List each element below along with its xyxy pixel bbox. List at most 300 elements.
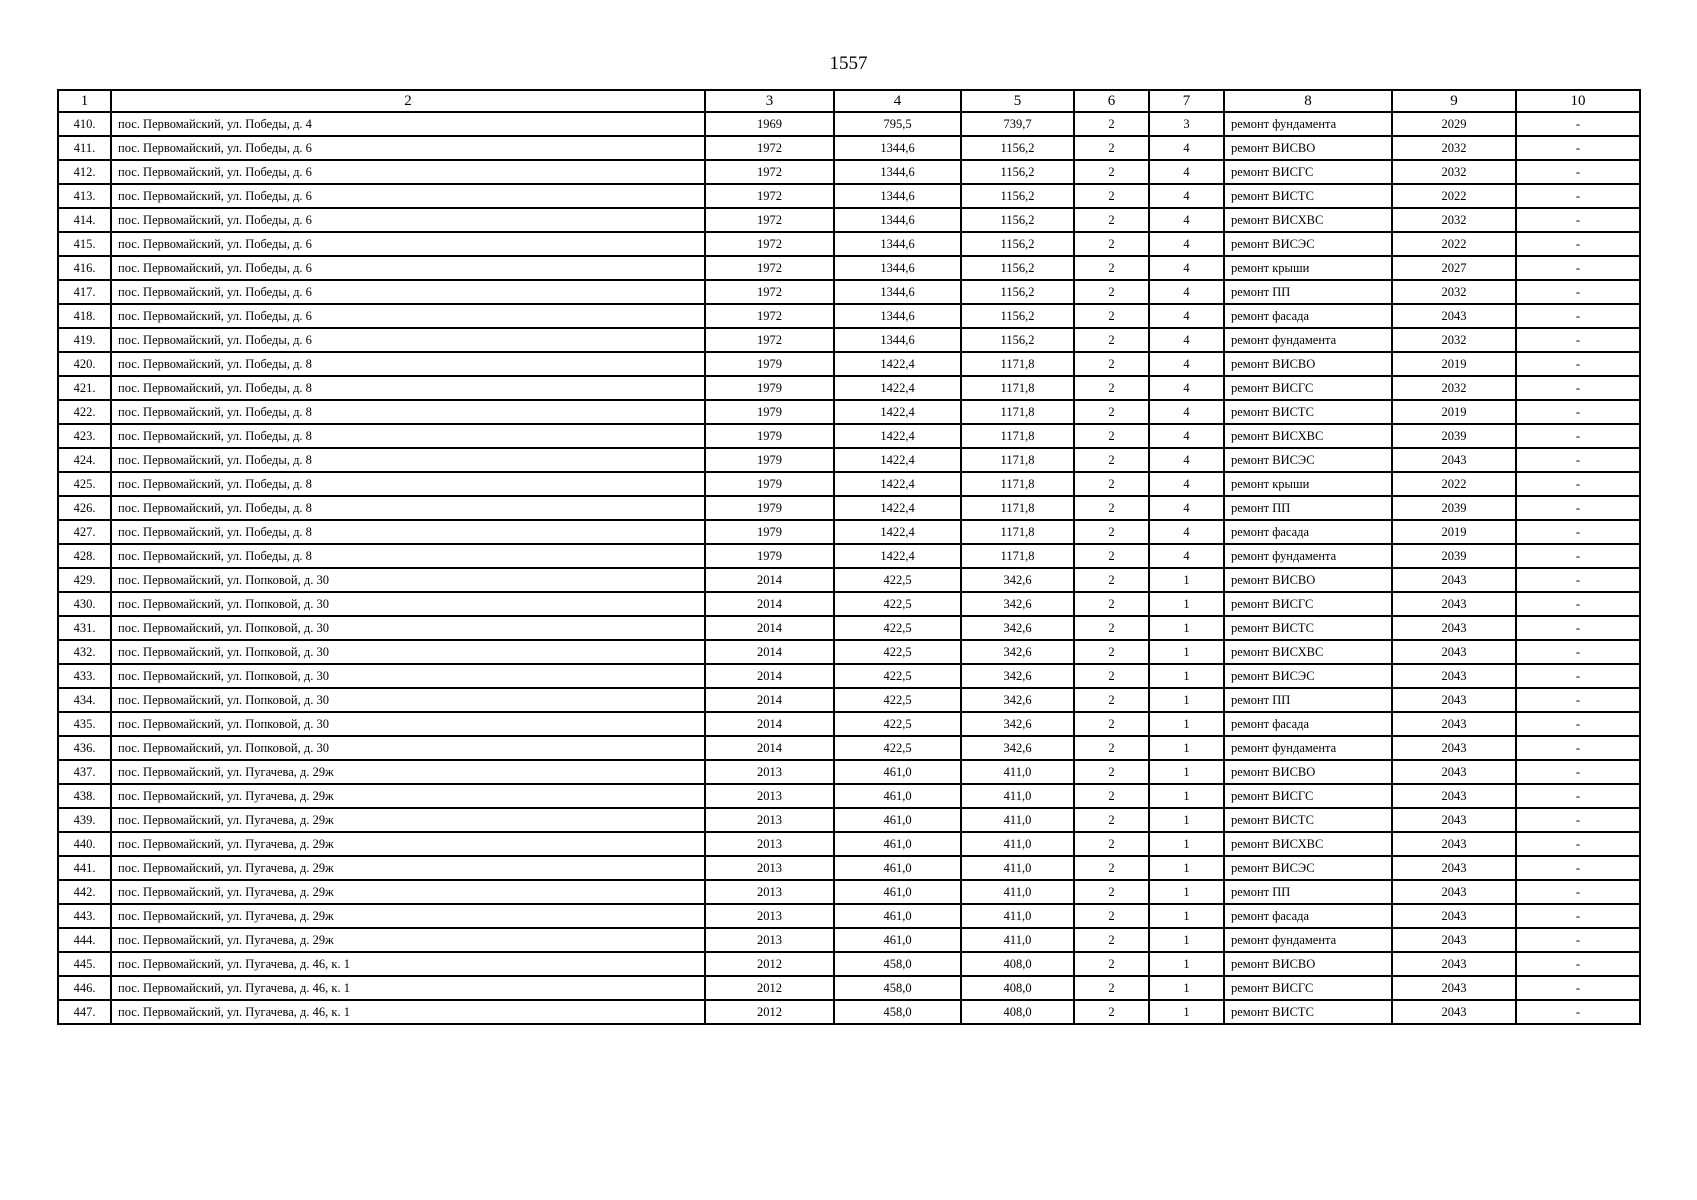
col-6-cell: 2 (1074, 856, 1149, 880)
address-cell: пос. Первомайский, ул. Победы, д. 6 (111, 208, 705, 232)
address-cell: пос. Первомайский, ул. Попковой, д. 30 (111, 616, 705, 640)
col-10-cell: - (1516, 616, 1640, 640)
total-area-cell: 795,5 (834, 112, 961, 136)
total-area-cell: 1344,6 (834, 256, 961, 280)
work-type-cell: ремонт ПП (1224, 880, 1392, 904)
table-row (58, 160, 1640, 184)
col-7-cell: 4 (1149, 184, 1224, 208)
plan-year-cell: 2022 (1392, 184, 1516, 208)
row-number-cell: 443. (58, 904, 111, 928)
living-area-cell: 408,0 (961, 952, 1074, 976)
work-type-cell: ремонт фасада (1224, 904, 1392, 928)
column-header: 10 (1516, 90, 1640, 112)
work-type-cell: ремонт ВИСВО (1224, 568, 1392, 592)
year-cell: 1979 (705, 400, 834, 424)
total-area-cell: 461,0 (834, 880, 961, 904)
col-7-cell: 1 (1149, 736, 1224, 760)
address-cell: пос. Первомайский, ул. Победы, д. 6 (111, 328, 705, 352)
col-6-cell: 2 (1074, 160, 1149, 184)
col-10-cell: - (1516, 448, 1640, 472)
address-cell: пос. Первомайский, ул. Победы, д. 8 (111, 544, 705, 568)
row-number-cell: 427. (58, 520, 111, 544)
address-cell: пос. Первомайский, ул. Пугачева, д. 29ж (111, 784, 705, 808)
col-6-cell: 2 (1074, 496, 1149, 520)
address-cell: пос. Первомайский, ул. Пугачева, д. 29ж (111, 808, 705, 832)
living-area-cell: 1171,8 (961, 400, 1074, 424)
living-area-cell: 1171,8 (961, 544, 1074, 568)
plan-year-cell: 2039 (1392, 496, 1516, 520)
row-number-cell: 437. (58, 760, 111, 784)
col-6-cell: 2 (1074, 304, 1149, 328)
year-cell: 1972 (705, 256, 834, 280)
plan-year-cell: 2027 (1392, 256, 1516, 280)
table-row (58, 880, 1640, 904)
col-6-cell: 2 (1074, 208, 1149, 232)
total-area-cell: 1344,6 (834, 328, 961, 352)
address-cell: пос. Первомайский, ул. Победы, д. 8 (111, 424, 705, 448)
address-cell: пос. Первомайский, ул. Победы, д. 6 (111, 184, 705, 208)
plan-year-cell: 2043 (1392, 880, 1516, 904)
total-area-cell: 1344,6 (834, 232, 961, 256)
table-row (58, 976, 1640, 1000)
total-area-cell: 1344,6 (834, 304, 961, 328)
table-row (58, 808, 1640, 832)
address-cell: пос. Первомайский, ул. Победы, д. 8 (111, 472, 705, 496)
year-cell: 1979 (705, 496, 834, 520)
col-10-cell: - (1516, 856, 1640, 880)
work-type-cell: ремонт ВИСХВС (1224, 424, 1392, 448)
total-area-cell: 422,5 (834, 712, 961, 736)
col-7-cell: 1 (1149, 880, 1224, 904)
living-area-cell: 1171,8 (961, 352, 1074, 376)
address-cell: пос. Первомайский, ул. Победы, д. 6 (111, 256, 705, 280)
address-cell: пос. Первомайский, ул. Победы, д. 4 (111, 112, 705, 136)
plan-year-cell: 2043 (1392, 904, 1516, 928)
table-row (58, 424, 1640, 448)
living-area-cell: 342,6 (961, 688, 1074, 712)
col-10-cell: - (1516, 256, 1640, 280)
col-10-cell: - (1516, 592, 1640, 616)
col-10-cell: - (1516, 232, 1640, 256)
col-10-cell: - (1516, 112, 1640, 136)
work-type-cell: ремонт ВИСГС (1224, 784, 1392, 808)
total-area-cell: 1422,4 (834, 448, 961, 472)
row-number-cell: 412. (58, 160, 111, 184)
col-6-cell: 2 (1074, 688, 1149, 712)
col-7-cell: 4 (1149, 136, 1224, 160)
col-6-cell: 2 (1074, 976, 1149, 1000)
work-type-cell: ремонт ВИСТС (1224, 616, 1392, 640)
col-7-cell: 1 (1149, 928, 1224, 952)
col-10-cell: - (1516, 904, 1640, 928)
work-type-cell: ремонт ВИСГС (1224, 976, 1392, 1000)
row-number-cell: 445. (58, 952, 111, 976)
col-6-cell: 2 (1074, 928, 1149, 952)
row-number-cell: 435. (58, 712, 111, 736)
total-area-cell: 458,0 (834, 1000, 961, 1024)
year-cell: 2014 (705, 712, 834, 736)
table-row (58, 784, 1640, 808)
address-cell: пос. Первомайский, ул. Попковой, д. 30 (111, 664, 705, 688)
table-row (58, 256, 1640, 280)
work-type-cell: ремонт ПП (1224, 280, 1392, 304)
work-type-cell: ремонт ВИСТС (1224, 1000, 1392, 1024)
address-cell: пос. Первомайский, ул. Победы, д. 8 (111, 496, 705, 520)
row-number-cell: 436. (58, 736, 111, 760)
col-10-cell: - (1516, 688, 1640, 712)
total-area-cell: 461,0 (834, 808, 961, 832)
living-area-cell: 408,0 (961, 976, 1074, 1000)
work-type-cell: ремонт ВИСХВС (1224, 640, 1392, 664)
column-number-row (58, 90, 1640, 112)
work-type-cell: ремонт фундамента (1224, 928, 1392, 952)
work-type-cell: ремонт фундамента (1224, 736, 1392, 760)
plan-year-cell: 2019 (1392, 400, 1516, 424)
col-6-cell: 2 (1074, 352, 1149, 376)
address-cell: пос. Первомайский, ул. Победы, д. 6 (111, 160, 705, 184)
work-type-cell: ремонт ВИСГС (1224, 592, 1392, 616)
col-6-cell: 2 (1074, 832, 1149, 856)
work-type-cell: ремонт ПП (1224, 496, 1392, 520)
total-area-cell: 422,5 (834, 592, 961, 616)
year-cell: 2014 (705, 688, 834, 712)
work-type-cell: ремонт крыши (1224, 256, 1392, 280)
work-type-cell: ремонт ВИСЭС (1224, 664, 1392, 688)
col-7-cell: 4 (1149, 256, 1224, 280)
work-type-cell: ремонт фасада (1224, 712, 1392, 736)
living-area-cell: 1156,2 (961, 328, 1074, 352)
col-7-cell: 1 (1149, 904, 1224, 928)
living-area-cell: 1171,8 (961, 448, 1074, 472)
col-10-cell: - (1516, 784, 1640, 808)
plan-year-cell: 2043 (1392, 856, 1516, 880)
table-row (58, 568, 1640, 592)
address-cell: пос. Первомайский, ул. Пугачева, д. 29ж (111, 856, 705, 880)
col-10-cell: - (1516, 808, 1640, 832)
col-7-cell: 3 (1149, 112, 1224, 136)
work-type-cell: ремонт ПП (1224, 688, 1392, 712)
living-area-cell: 342,6 (961, 616, 1074, 640)
address-cell: пос. Первомайский, ул. Попковой, д. 30 (111, 736, 705, 760)
living-area-cell: 1156,2 (961, 208, 1074, 232)
living-area-cell: 342,6 (961, 736, 1074, 760)
plan-year-cell: 2043 (1392, 592, 1516, 616)
plan-year-cell: 2043 (1392, 664, 1516, 688)
col-10-cell: - (1516, 760, 1640, 784)
col-6-cell: 2 (1074, 904, 1149, 928)
address-cell: пос. Первомайский, ул. Попковой, д. 30 (111, 640, 705, 664)
year-cell: 2013 (705, 760, 834, 784)
total-area-cell: 1422,4 (834, 424, 961, 448)
row-number-cell: 422. (58, 400, 111, 424)
col-7-cell: 4 (1149, 352, 1224, 376)
repair-schedule-table (57, 89, 1641, 1025)
col-6-cell: 2 (1074, 1000, 1149, 1024)
table-row (58, 472, 1640, 496)
living-area-cell: 411,0 (961, 904, 1074, 928)
table-row (58, 280, 1640, 304)
total-area-cell: 422,5 (834, 736, 961, 760)
row-number-cell: 447. (58, 1000, 111, 1024)
year-cell: 2013 (705, 832, 834, 856)
col-6-cell: 2 (1074, 568, 1149, 592)
table-row (58, 592, 1640, 616)
total-area-cell: 461,0 (834, 832, 961, 856)
row-number-cell: 425. (58, 472, 111, 496)
plan-year-cell: 2043 (1392, 712, 1516, 736)
col-10-cell: - (1516, 328, 1640, 352)
table-row (58, 664, 1640, 688)
row-number-cell: 410. (58, 112, 111, 136)
living-area-cell: 1156,2 (961, 232, 1074, 256)
col-6-cell: 2 (1074, 952, 1149, 976)
table-row (58, 496, 1640, 520)
year-cell: 2013 (705, 928, 834, 952)
plan-year-cell: 2043 (1392, 808, 1516, 832)
work-type-cell: ремонт ВИСХВС (1224, 208, 1392, 232)
plan-year-cell: 2032 (1392, 280, 1516, 304)
column-header: 2 (111, 90, 705, 112)
living-area-cell: 342,6 (961, 712, 1074, 736)
table-row (58, 112, 1640, 136)
plan-year-cell: 2032 (1392, 376, 1516, 400)
row-number-cell: 424. (58, 448, 111, 472)
col-6-cell: 2 (1074, 328, 1149, 352)
plan-year-cell: 2043 (1392, 568, 1516, 592)
table-row (58, 832, 1640, 856)
column-header: 7 (1149, 90, 1224, 112)
column-header: 9 (1392, 90, 1516, 112)
column-header: 1 (58, 90, 111, 112)
col-10-cell: - (1516, 400, 1640, 424)
col-7-cell: 1 (1149, 1000, 1224, 1024)
table-row (58, 1000, 1640, 1024)
row-number-cell: 438. (58, 784, 111, 808)
year-cell: 2013 (705, 856, 834, 880)
table-row (58, 544, 1640, 568)
plan-year-cell: 2032 (1392, 208, 1516, 232)
plan-year-cell: 2022 (1392, 232, 1516, 256)
living-area-cell: 1171,8 (961, 472, 1074, 496)
col-7-cell: 4 (1149, 304, 1224, 328)
total-area-cell: 1422,4 (834, 352, 961, 376)
work-type-cell: ремонт ВИСВО (1224, 352, 1392, 376)
col-7-cell: 1 (1149, 712, 1224, 736)
living-area-cell: 411,0 (961, 928, 1074, 952)
col-6-cell: 2 (1074, 712, 1149, 736)
page-number: 1557 (829, 53, 868, 74)
col-6-cell: 2 (1074, 784, 1149, 808)
column-header: 4 (834, 90, 961, 112)
col-7-cell: 1 (1149, 952, 1224, 976)
table-row (58, 136, 1640, 160)
work-type-cell: ремонт ВИСВО (1224, 952, 1392, 976)
col-10-cell: - (1516, 832, 1640, 856)
table-row (58, 184, 1640, 208)
living-area-cell: 342,6 (961, 640, 1074, 664)
year-cell: 1972 (705, 280, 834, 304)
total-area-cell: 1422,4 (834, 544, 961, 568)
col-6-cell: 2 (1074, 520, 1149, 544)
work-type-cell: ремонт ВИСВО (1224, 760, 1392, 784)
column-header: 6 (1074, 90, 1149, 112)
year-cell: 1979 (705, 520, 834, 544)
col-7-cell: 4 (1149, 424, 1224, 448)
year-cell: 2014 (705, 568, 834, 592)
year-cell: 1979 (705, 352, 834, 376)
col-10-cell: - (1516, 568, 1640, 592)
plan-year-cell: 2032 (1392, 136, 1516, 160)
row-number-cell: 423. (58, 424, 111, 448)
living-area-cell: 1171,8 (961, 520, 1074, 544)
table-row (58, 736, 1640, 760)
address-cell: пос. Первомайский, ул. Пугачева, д. 29ж (111, 928, 705, 952)
plan-year-cell: 2019 (1392, 520, 1516, 544)
col-7-cell: 1 (1149, 664, 1224, 688)
col-10-cell: - (1516, 496, 1640, 520)
work-type-cell: ремонт ВИСГС (1224, 376, 1392, 400)
plan-year-cell: 2029 (1392, 112, 1516, 136)
plan-year-cell: 2043 (1392, 832, 1516, 856)
address-cell: пос. Первомайский, ул. Победы, д. 6 (111, 304, 705, 328)
total-area-cell: 1344,6 (834, 136, 961, 160)
total-area-cell: 1344,6 (834, 160, 961, 184)
year-cell: 1972 (705, 232, 834, 256)
living-area-cell: 342,6 (961, 664, 1074, 688)
col-7-cell: 1 (1149, 640, 1224, 664)
table-row (58, 400, 1640, 424)
col-7-cell: 1 (1149, 856, 1224, 880)
col-6-cell: 2 (1074, 544, 1149, 568)
living-area-cell: 739,7 (961, 112, 1074, 136)
col-6-cell: 2 (1074, 592, 1149, 616)
col-10-cell: - (1516, 928, 1640, 952)
row-number-cell: 428. (58, 544, 111, 568)
row-number-cell: 440. (58, 832, 111, 856)
col-7-cell: 4 (1149, 544, 1224, 568)
work-type-cell: ремонт фундамента (1224, 112, 1392, 136)
living-area-cell: 342,6 (961, 592, 1074, 616)
row-number-cell: 418. (58, 304, 111, 328)
address-cell: пос. Первомайский, ул. Победы, д. 6 (111, 232, 705, 256)
column-header: 8 (1224, 90, 1392, 112)
col-6-cell: 2 (1074, 232, 1149, 256)
plan-year-cell: 2019 (1392, 352, 1516, 376)
col-7-cell: 4 (1149, 376, 1224, 400)
row-number-cell: 413. (58, 184, 111, 208)
table-row (58, 328, 1640, 352)
year-cell: 1979 (705, 448, 834, 472)
year-cell: 1972 (705, 304, 834, 328)
plan-year-cell: 2043 (1392, 976, 1516, 1000)
living-area-cell: 1156,2 (961, 280, 1074, 304)
work-type-cell: ремонт ВИСХВС (1224, 832, 1392, 856)
col-10-cell: - (1516, 952, 1640, 976)
year-cell: 2012 (705, 976, 834, 1000)
address-cell: пос. Первомайский, ул. Попковой, д. 30 (111, 568, 705, 592)
col-7-cell: 1 (1149, 592, 1224, 616)
total-area-cell: 422,5 (834, 568, 961, 592)
year-cell: 2014 (705, 616, 834, 640)
plan-year-cell: 2022 (1392, 472, 1516, 496)
year-cell: 1979 (705, 376, 834, 400)
row-number-cell: 415. (58, 232, 111, 256)
total-area-cell: 1344,6 (834, 208, 961, 232)
year-cell: 2013 (705, 904, 834, 928)
col-7-cell: 4 (1149, 496, 1224, 520)
total-area-cell: 1422,4 (834, 472, 961, 496)
row-number-cell: 416. (58, 256, 111, 280)
table-row (58, 232, 1640, 256)
year-cell: 1979 (705, 424, 834, 448)
work-type-cell: ремонт фундамента (1224, 328, 1392, 352)
table-row (58, 712, 1640, 736)
plan-year-cell: 2043 (1392, 952, 1516, 976)
work-type-cell: ремонт ВИСТС (1224, 400, 1392, 424)
living-area-cell: 1171,8 (961, 496, 1074, 520)
row-number-cell: 433. (58, 664, 111, 688)
col-10-cell: - (1516, 136, 1640, 160)
year-cell: 2012 (705, 1000, 834, 1024)
work-type-cell: ремонт фасада (1224, 304, 1392, 328)
col-7-cell: 4 (1149, 472, 1224, 496)
address-cell: пос. Первомайский, ул. Победы, д. 8 (111, 448, 705, 472)
col-10-cell: - (1516, 472, 1640, 496)
col-7-cell: 4 (1149, 160, 1224, 184)
table-row (58, 616, 1640, 640)
work-type-cell: ремонт ВИСГС (1224, 160, 1392, 184)
col-7-cell: 4 (1149, 328, 1224, 352)
total-area-cell: 458,0 (834, 952, 961, 976)
year-cell: 1972 (705, 160, 834, 184)
total-area-cell: 461,0 (834, 856, 961, 880)
total-area-cell: 461,0 (834, 760, 961, 784)
plan-year-cell: 2043 (1392, 616, 1516, 640)
col-6-cell: 2 (1074, 640, 1149, 664)
col-10-cell: - (1516, 304, 1640, 328)
plan-year-cell: 2043 (1392, 688, 1516, 712)
col-7-cell: 1 (1149, 616, 1224, 640)
col-6-cell: 2 (1074, 760, 1149, 784)
year-cell: 1972 (705, 184, 834, 208)
address-cell: пос. Первомайский, ул. Победы, д. 6 (111, 280, 705, 304)
col-10-cell: - (1516, 880, 1640, 904)
work-type-cell: ремонт ВИСЭС (1224, 448, 1392, 472)
col-10-cell: - (1516, 712, 1640, 736)
col-7-cell: 4 (1149, 208, 1224, 232)
year-cell: 2014 (705, 664, 834, 688)
living-area-cell: 342,6 (961, 568, 1074, 592)
total-area-cell: 422,5 (834, 616, 961, 640)
living-area-cell: 1156,2 (961, 160, 1074, 184)
col-6-cell: 2 (1074, 184, 1149, 208)
year-cell: 2014 (705, 736, 834, 760)
col-6-cell: 2 (1074, 424, 1149, 448)
row-number-cell: 434. (58, 688, 111, 712)
row-number-cell: 429. (58, 568, 111, 592)
living-area-cell: 411,0 (961, 808, 1074, 832)
col-7-cell: 4 (1149, 280, 1224, 304)
col-7-cell: 1 (1149, 808, 1224, 832)
col-6-cell: 2 (1074, 880, 1149, 904)
table-row (58, 304, 1640, 328)
year-cell: 2014 (705, 592, 834, 616)
year-cell: 1979 (705, 544, 834, 568)
plan-year-cell: 2043 (1392, 928, 1516, 952)
col-10-cell: - (1516, 736, 1640, 760)
table-row (58, 208, 1640, 232)
col-6-cell: 2 (1074, 664, 1149, 688)
